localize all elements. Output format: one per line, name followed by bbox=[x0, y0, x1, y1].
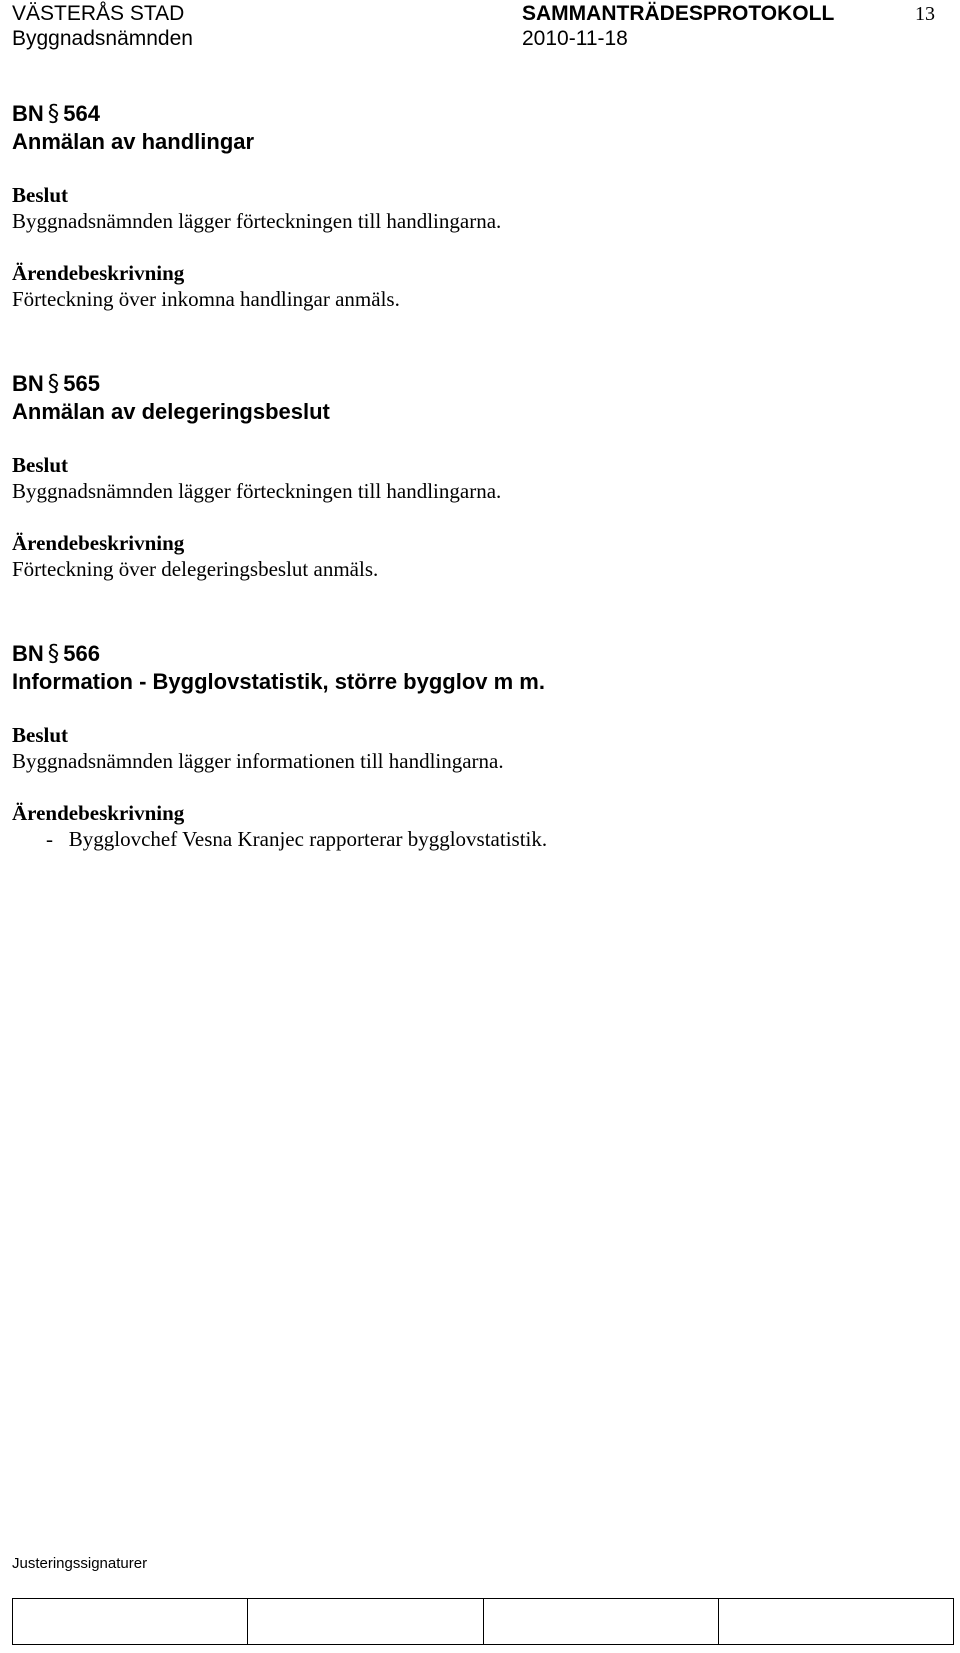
organization-name: VÄSTERÅS STAD bbox=[12, 2, 185, 25]
description-label: Ärendebeskrivning bbox=[12, 261, 185, 285]
description-label: Ärendebeskrivning bbox=[12, 531, 185, 555]
description-text: Förteckning över delegeringsbeslut anmäls. bbox=[12, 557, 379, 581]
paragraph-prefix: BN bbox=[12, 101, 44, 126]
decision-text: Byggnadsnämnden lägger informationen till handlingarna. bbox=[12, 749, 504, 773]
paragraph-number bbox=[12, 370, 942, 398]
paragraph-title: Information - Bygglovstatistik, större bygglov m m. bbox=[12, 669, 545, 694]
decision-text: Byggnadsnämnden lägger förteckningen till handlingarna. bbox=[12, 479, 502, 503]
description-text: - Bygglovchef Vesna Kranjec rapporterar bygglovstatistik. bbox=[46, 827, 548, 851]
signature-label: Justeringssignaturer bbox=[12, 1555, 148, 1572]
signature-cell bbox=[13, 1599, 248, 1645]
department-name: Byggnadsnämnden bbox=[12, 27, 193, 50]
section-symbol: § bbox=[47, 371, 60, 397]
page-header bbox=[10, 0, 950, 60]
paragraph-prefix: BN bbox=[12, 641, 44, 666]
decision-text: Byggnadsnämnden lägger förteckningen till handlingarna. bbox=[12, 209, 502, 233]
signature-table bbox=[12, 1598, 954, 1645]
signature-cell bbox=[483, 1599, 718, 1645]
paragraph-number-value: 564 bbox=[63, 101, 100, 126]
paragraph-number bbox=[12, 640, 942, 668]
section-symbol: § bbox=[47, 641, 60, 667]
section-symbol: § bbox=[47, 101, 60, 127]
page-number: 13 bbox=[915, 3, 935, 25]
description-label: Ärendebeskrivning bbox=[12, 801, 185, 825]
paragraph-section bbox=[12, 100, 942, 312]
paragraph-number-value: 565 bbox=[63, 371, 100, 396]
paragraph-section bbox=[12, 370, 942, 582]
decision-label: Beslut bbox=[12, 183, 69, 207]
decision-label: Beslut bbox=[12, 723, 69, 747]
decision-label: Beslut bbox=[12, 453, 69, 477]
signature-cell bbox=[718, 1599, 953, 1645]
paragraph-number-value: 566 bbox=[63, 641, 100, 666]
description-text: Förteckning över inkomna handlingar anmäls. bbox=[12, 287, 400, 311]
signature-cell bbox=[248, 1599, 483, 1645]
meeting-date: 2010-11-18 bbox=[522, 27, 628, 50]
paragraph-title: Anmälan av handlingar bbox=[12, 129, 255, 154]
paragraph-section bbox=[12, 640, 942, 852]
paragraph-number bbox=[12, 100, 942, 128]
paragraph-prefix: BN bbox=[12, 371, 44, 396]
paragraph-title: Anmälan av delegeringsbeslut bbox=[12, 399, 330, 424]
document-type: SAMMANTRÄDESPROTOKOLL bbox=[522, 2, 835, 25]
